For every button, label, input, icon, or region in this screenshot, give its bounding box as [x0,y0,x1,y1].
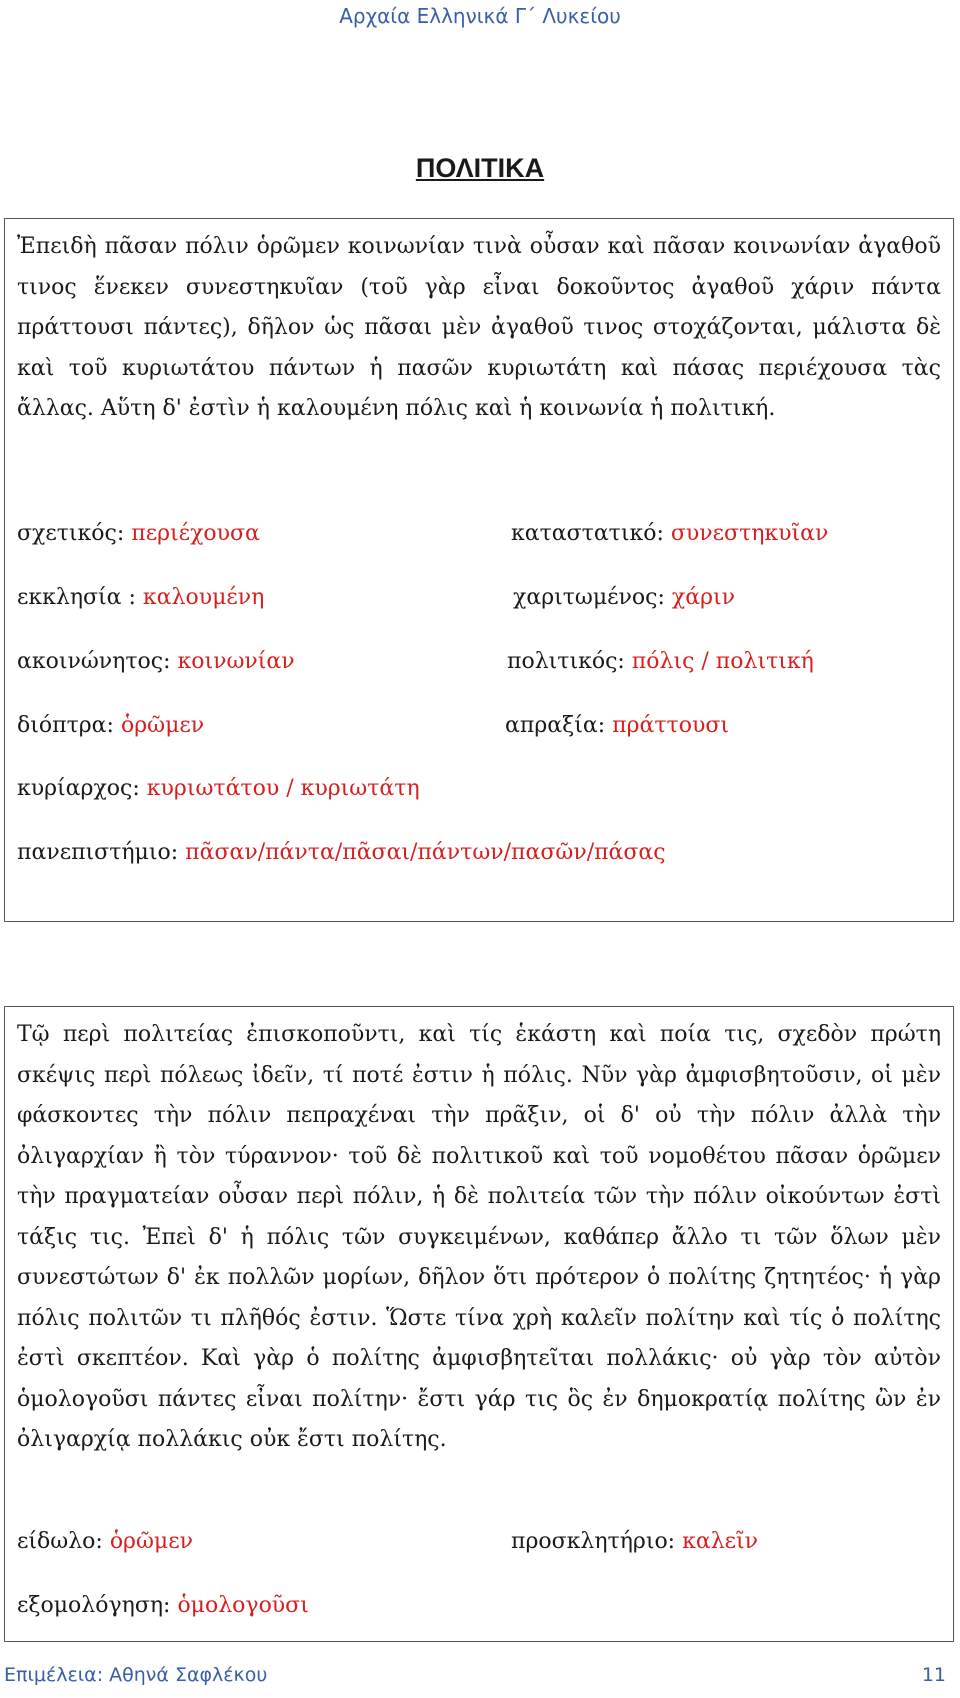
vocab-entry: απραξία: πράττουσι [505,713,729,738]
vocab-entry: χαριτωμένος: χάριν [513,585,736,610]
page-header: Αρχαία Ελληνικά Γ΄ Λυκείου [339,4,621,28]
ancient-text-1: Ἐπειδὴ πᾶσαν πόλιν ὁρῶμεν κοινωνίαν τινὰ οὖσαν καὶ πᾶσαν κοινωνίαν ἀγαθοῦ τινος ἕνεκεν συνεστηκυῖαν (τοῦ γὰρ εἶναι δοκοῦντος ἀγαθοῦ χάριν πάντα πράττουσι πάντες), δῆλον ὡς πᾶσαι μὲν ἀγαθοῦ τινος στοχάζονται, μάλιστα δὲ καὶ τοῦ κυριωτάτου πάντων ἡ πασῶν κυριωτάτη καὶ πάσας περιέχουσα τὰς ἄλλας. Αὕτη δ' ἐστὶν ἡ καλουμένη πόλις καὶ ἡ κοινωνία ἡ πολιτική. [17,234,941,421]
vocab-entry: καταστατικό: συνεστηκυῖαν [511,521,829,546]
vocab-entry: εξομολόγηση: ὁμολογοῦσι [17,1593,309,1618]
vocab-entry: σχετικός: περιέχουσα [17,521,260,546]
vocab-entry: κυρίαρχος: κυριωτάτου / κυριωτάτη [17,776,420,801]
page-title: ΠΟΛΙΤΙΚΑ [415,153,545,183]
passage-box-1 [4,218,954,922]
passage-box-2 [4,1006,954,1642]
vocab-entry: εκκλησία : καλουμένη [17,585,265,610]
ancient-text-2: Τῷ περὶ πολιτείας ἐπισκοποῦντι, καὶ τίς ἑκάστη καὶ ποία τις, σχεδὸν πρώτη σκέψις περὶ πόλεως ἰδεῖν, τί ποτέ ἐστιν ἡ πόλις. Νῦν γὰρ ἀμφισβητοῦσιν, οἱ μὲν φάσκοντες τὴν πόλιν πεπραχέναι τὴν πρᾶξιν, οἱ δ' οὐ τὴν πόλιν ἀλλὰ τὴν ὀλιγαρχίαν ἢ τὸν τύραννον· τοῦ δὲ πολιτικοῦ καὶ τοῦ νομοθέτου πᾶσαν ὁρῶμεν τὴν πραγματείαν οὖσαν περὶ πόλιν, ἡ δὲ πολιτεία τῶν τὴν πόλιν οἰκούντων ἐστὶ τάξις τις. Ἐπεὶ δ' ἡ πόλις τῶν συγκειμένων, καθάπερ ἄλλο τι τῶν ὅλων μὲν συνεστώτων δ' ἐκ πολλῶν μορίων, δῆλον ὅτι πρότερον ὁ πολίτης ζητητέος· ἡ γὰρ πόλις πολιτῶν τι πλῆθός ἐστιν. Ὥστε τίνα χρὴ καλεῖν πολίτην καὶ τίς ὁ πολίτης ἐστὶ σκεπτέον. Καὶ γὰρ ὁ πολίτης ἀμφισβητεῖται πολλάκις· οὐ γὰρ τὸν αὐτὸν ὁμολογοῦσι πάντες εἶναι πολίτην· ἔστι γάρ τις ὃς ἐν δημοκρατίᾳ πολίτης ὢν ἐν ὀλιγαρχίᾳ πολλάκις οὐκ ἔστι πολίτης. [17,1022,941,1452]
page-number: 11 [921,1664,946,1686]
vocab-entry: προσκλητήριο: καλεῖν [511,1529,759,1554]
vocab-entry: πολιτικός: πόλις / πολιτική [507,649,814,674]
vocab-entry: πανεπιστήμιο: πᾶσαν/πάντα/πᾶσαι/πάντων/πασῶν/πάσας [17,840,666,865]
vocab-entry: διόπτρα: ὁρῶμεν [17,713,205,738]
vocab-entry: είδωλο: ὁρῶμεν [17,1529,193,1554]
footer-author: Επιμέλεια: Αθηνά Σαφλέκου [4,1664,268,1686]
vocab-entry: ακοινώνητος: κοινωνίαν [17,649,295,674]
